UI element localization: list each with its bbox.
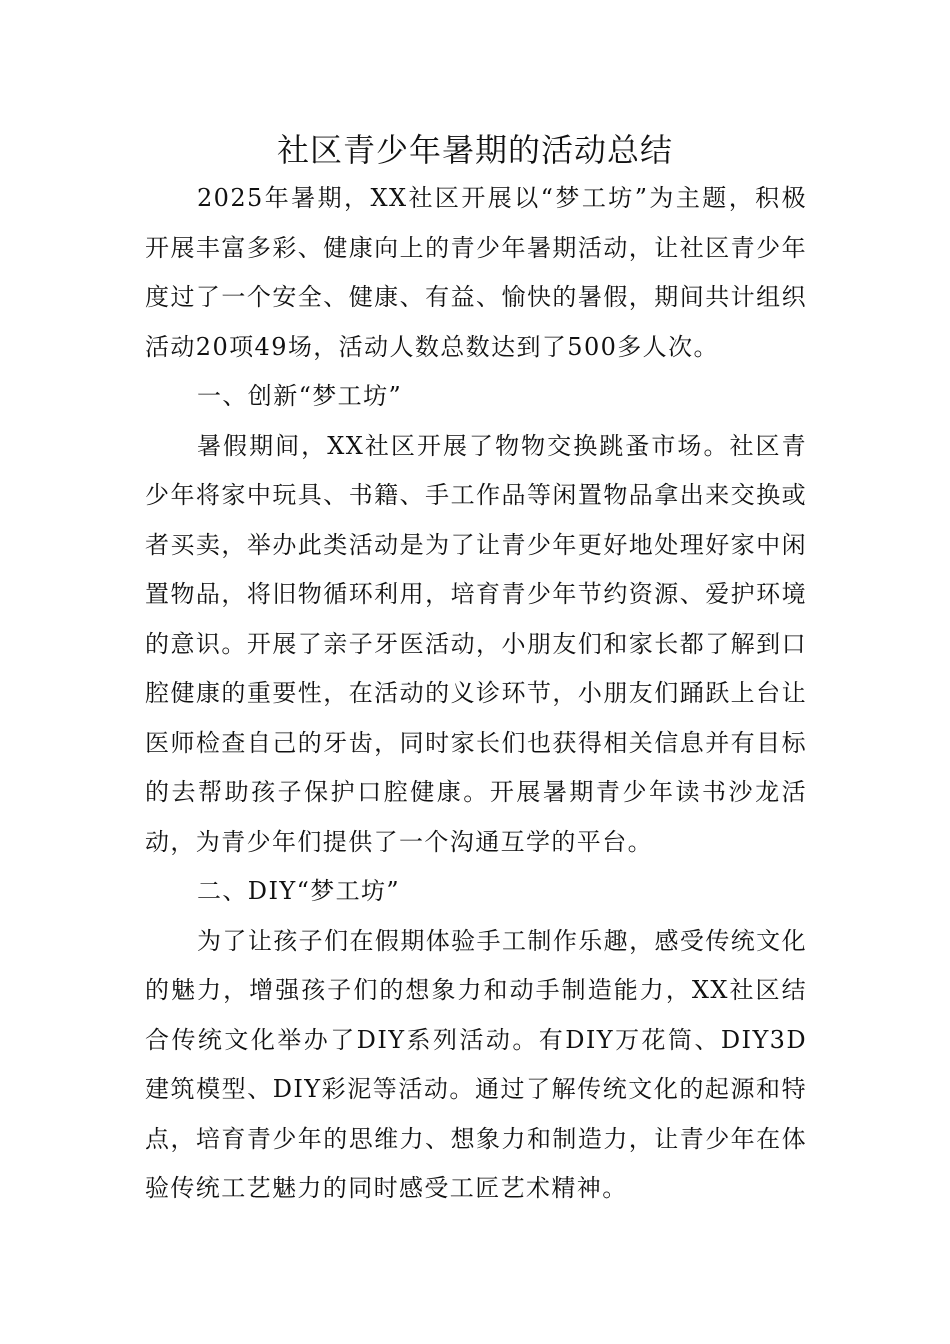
paragraph-section-1: 暑假期间，XX社区开展了物物交换跳蚤市场。社区青少年将家中玩具、书籍、手工作品等闲置物品拿出来交换或者买卖，举办此类活动是为了让青少年更好地处理好家中闲置物品，将旧物循环利用，培育青少年节约资源、爱护环境的意识。开展了亲子牙医活动，小朋友们和家长都了解到口腔健康的重要性，在活动的义诊环节，小朋友们踊跃上台让医师检查自己的牙齿，同时家长们也获得相关信息并有目标的去帮助孩子保护口腔健康。开展暑期青少年读书沙龙活动，为青少年们提供了一个沟通互学的平台。 [145,431,807,856]
section-heading-2: 二、DIY“梦工坊” [197,877,401,905]
paragraph-intro: 2025年暑期，XX社区开展以“梦工坊”为主题，积极开展丰富多彩、健康向上的青少年暑期活动，让社区青少年度过了一个安全、健康、有益、愉快的暑假，期间共计组织活动20项49场，活动人数总数达到了500多人次。 [145,184,808,361]
section-heading-1: 一、创新“梦工坊” [197,382,403,410]
paragraph-section-2: 为了让孩子们在假期体验手工制作乐趣，感受传统文化的魅力，增强孩子们的想象力和动手制造能力，XX社区结合传统文化举办了DIY系列活动。有DIY万花筒、DIY3D建筑模型、DIY彩泥等活动。通过了解传统文化的起源和特点，培育青少年的思维力、想象力和制造力，让青少年在体验传统工艺魅力的同时感受工匠艺术精神。 [145,926,807,1202]
document-body [145,174,807,1214]
page-title: 社区青少年暑期的活动总结 [276,131,673,169]
